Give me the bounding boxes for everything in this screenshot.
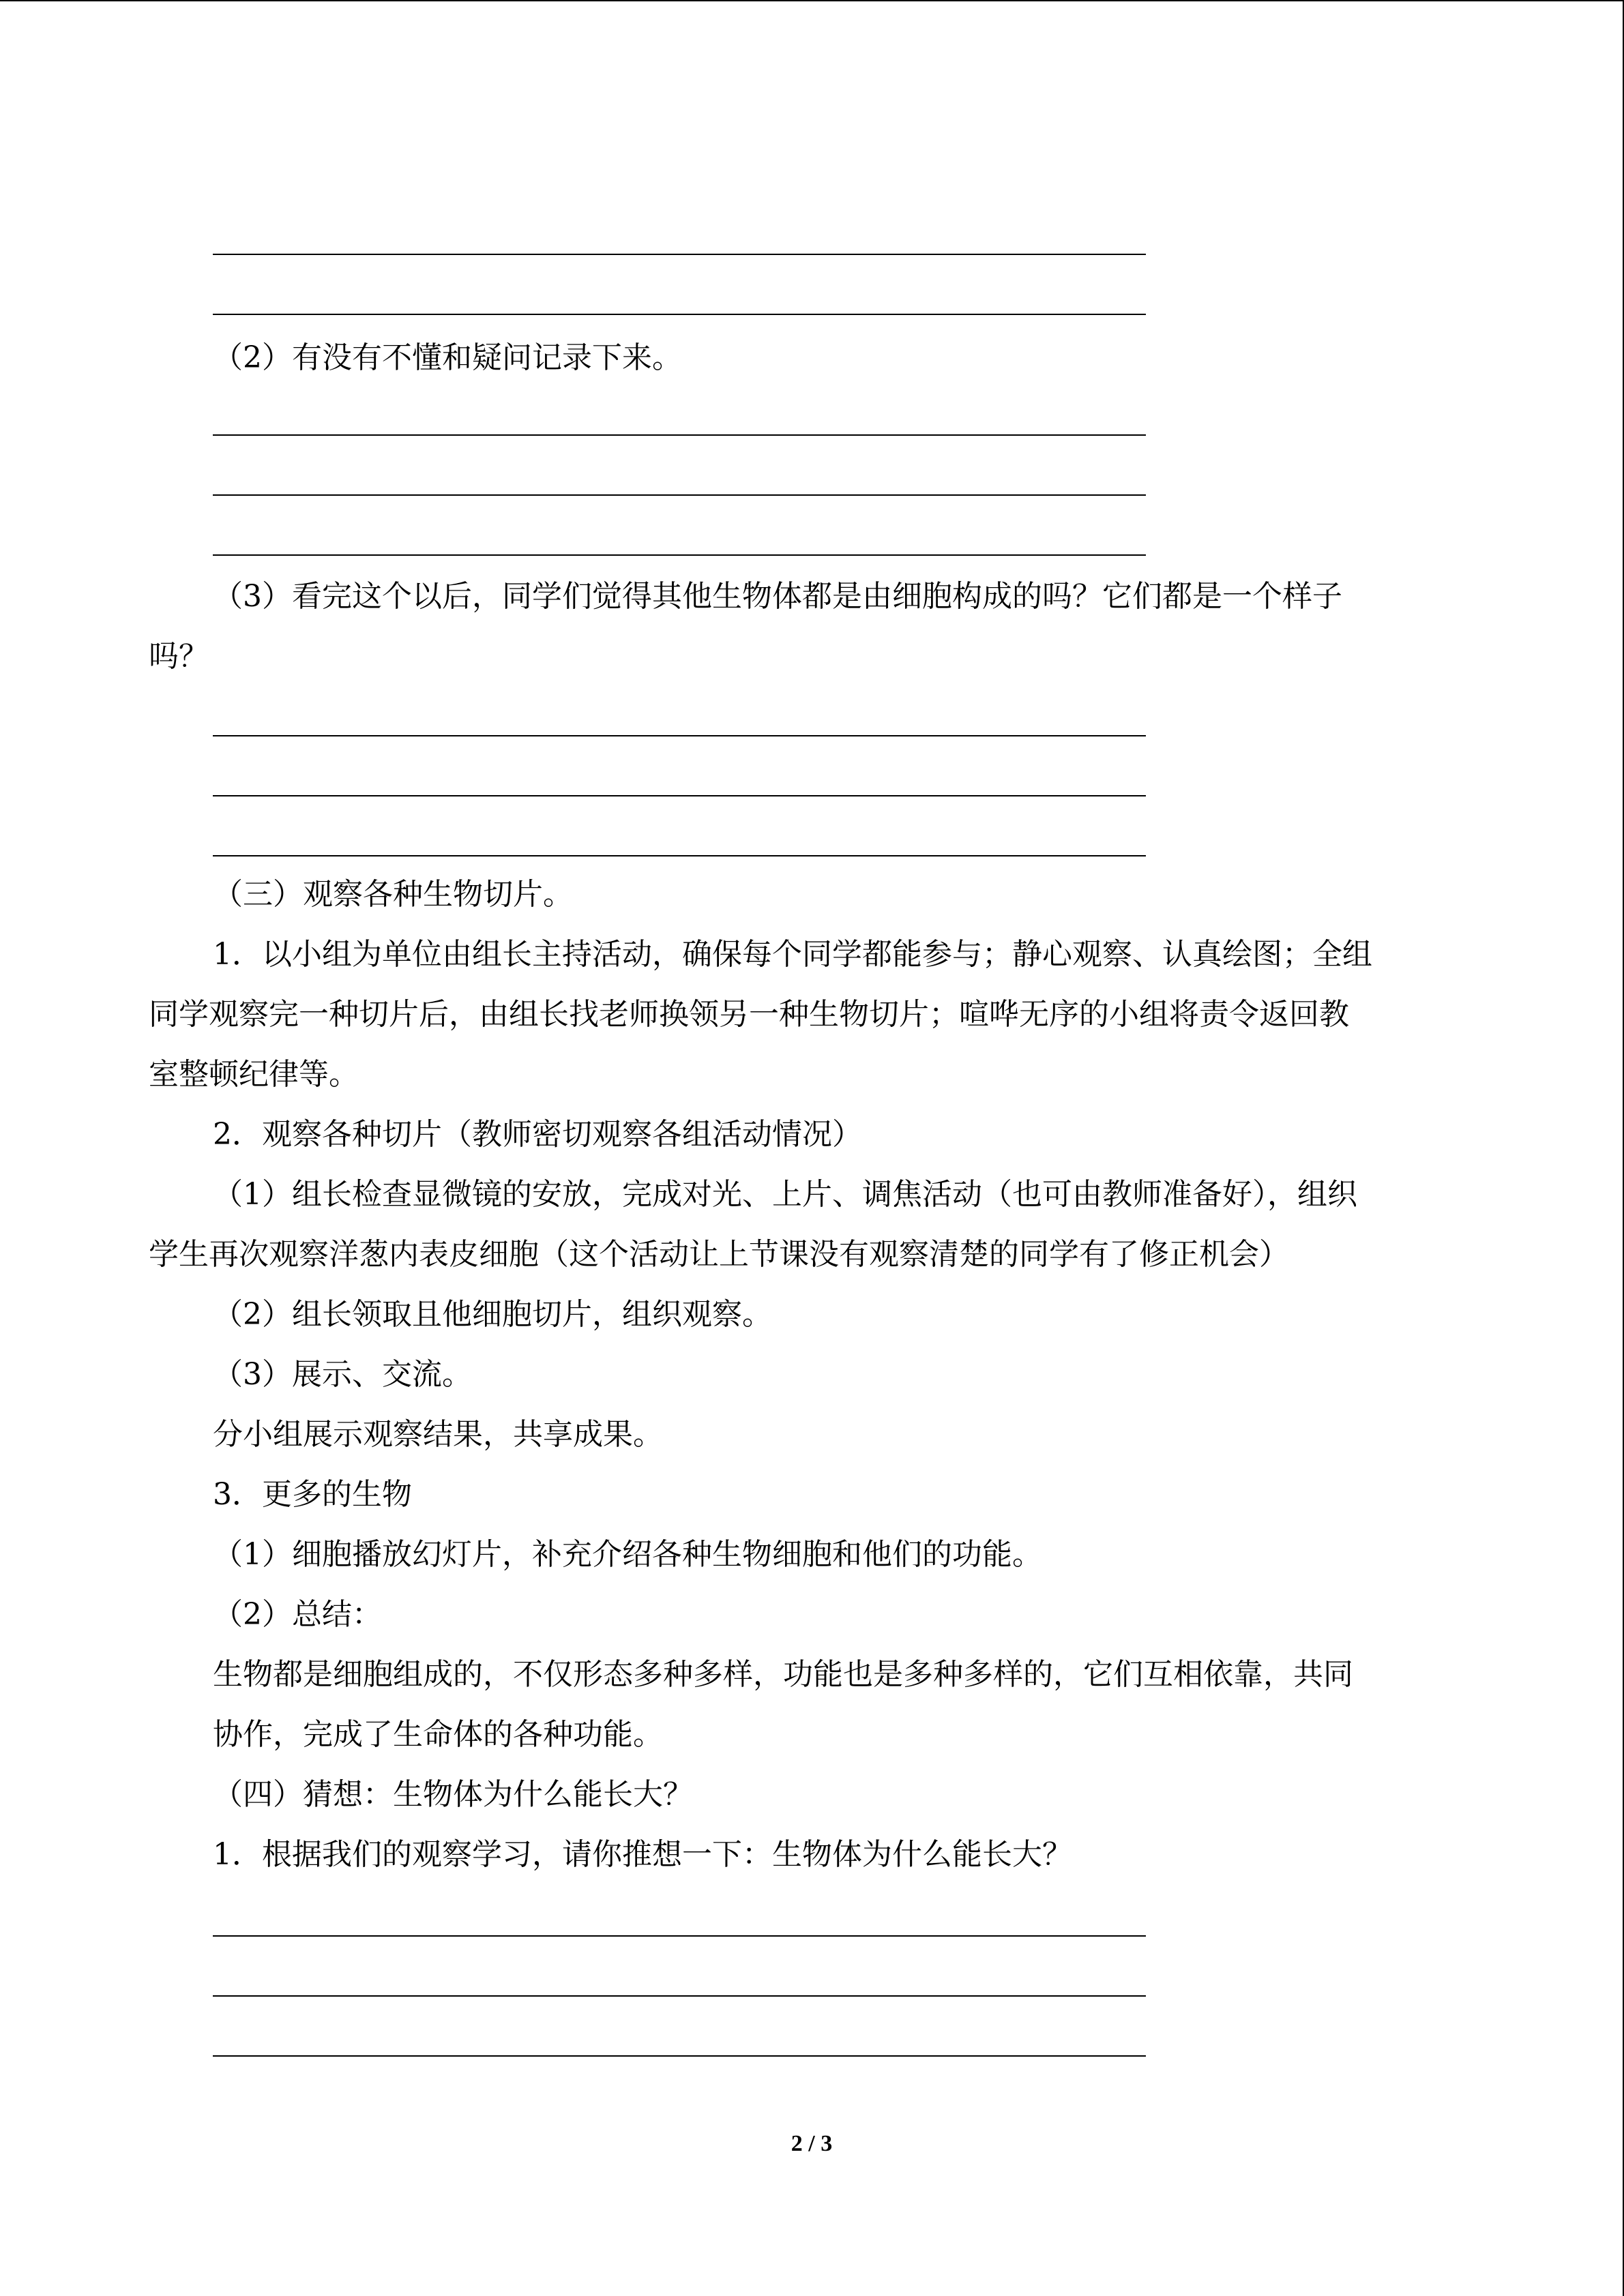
question-3-line-2: 吗？ bbox=[149, 639, 209, 674]
summary-line-2: 协作，完成了生命体的各种功能。 bbox=[213, 1717, 663, 1752]
summary-line-1: 生物都是细胞组成的，不仅形态多种多样，功能也是多种多样的，它们互相依靠，共同 bbox=[213, 1657, 1353, 1692]
answer-line[interactable] bbox=[213, 494, 1146, 496]
answer-line[interactable] bbox=[213, 795, 1146, 796]
answer-line[interactable] bbox=[213, 735, 1146, 736]
answer-line[interactable] bbox=[213, 855, 1146, 856]
paragraph-2-1-line-1: （1）组长检查显微镜的安放，完成对光、上片、调焦活动（也可由教师准备好），组织 bbox=[213, 1177, 1357, 1212]
paragraph-2: 2．观察各种切片（教师密切观察各组活动情况） bbox=[213, 1117, 862, 1152]
paragraph-4-1: 1．根据我们的观察学习，请你推想一下：生物体为什么能长大？ bbox=[213, 1837, 1072, 1872]
section-4-title: （四）猜想：生物体为什么能长大？ bbox=[213, 1777, 693, 1812]
paragraph-3: 3．更多的生物 bbox=[213, 1477, 412, 1512]
paragraph-3-2: （2）总结： bbox=[213, 1597, 382, 1632]
answer-line[interactable] bbox=[213, 554, 1146, 556]
page-number: 2 / 3 bbox=[791, 2131, 833, 2156]
paragraph-2-2: （2）组长领取且他细胞切片，组织观察。 bbox=[213, 1297, 772, 1332]
paragraph-1-line-1: 1．以小组为单位由组长主持活动，确保每个同学都能参与；静心观察、认真绘图；全组 bbox=[213, 937, 1372, 972]
question-3-line-1: （3）看完这个以后，同学们觉得其他生物体都是由细胞构成的吗？它们都是一个样子 bbox=[213, 579, 1342, 614]
paragraph-3-1: （1）细胞播放幻灯片，补充介绍各种生物细胞和他们的功能。 bbox=[213, 1537, 1042, 1572]
paragraph-2-1-line-2: 学生再次观察洋葱内表皮细胞（这个活动让上节课没有观察清楚的同学有了修正机会） bbox=[149, 1237, 1289, 1272]
paragraph-2-3-body: 分小组展示观察结果，共享成果。 bbox=[213, 1417, 663, 1452]
section-3-title: （三）观察各种生物切片。 bbox=[213, 877, 573, 912]
paragraph-1-line-3: 室整顿纪律等。 bbox=[149, 1057, 359, 1092]
answer-line[interactable] bbox=[213, 434, 1146, 436]
answer-line[interactable] bbox=[213, 254, 1146, 255]
answer-line[interactable] bbox=[213, 314, 1146, 315]
paragraph-2-3: （3）展示、交流。 bbox=[213, 1357, 472, 1392]
answer-line[interactable] bbox=[213, 1995, 1146, 1997]
paragraph-1-line-2: 同学观察完一种切片后，由组长找老师换领另一种生物切片；喧哗无序的小组将责令返回教 bbox=[149, 997, 1349, 1032]
question-2: （2）有没有不懂和疑问记录下来。 bbox=[213, 340, 682, 375]
answer-line[interactable] bbox=[213, 1935, 1146, 1937]
answer-line[interactable] bbox=[213, 2055, 1146, 2057]
